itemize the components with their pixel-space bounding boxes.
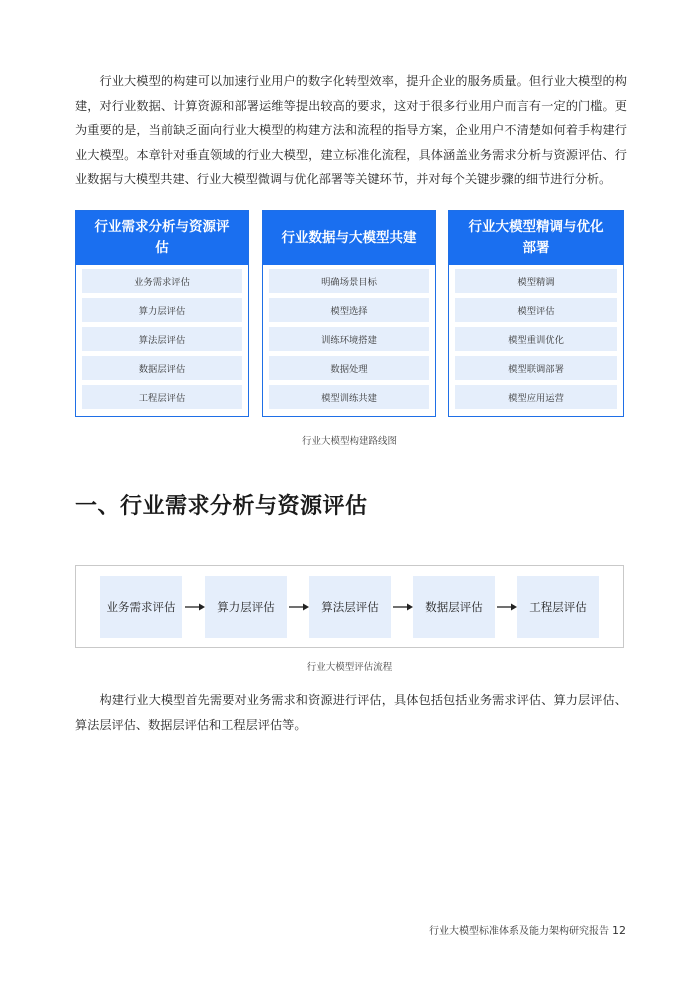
roadmap-column-data xyxy=(262,210,436,417)
flow-step: 数据层评估 xyxy=(413,576,495,638)
roadmap-item: 模型应用运营 xyxy=(455,385,617,409)
page-number: 12 xyxy=(612,924,626,937)
flow-caption: 行业大模型评估流程 xyxy=(306,662,393,673)
arrow-right-icon xyxy=(393,602,413,612)
arrow-right-icon xyxy=(289,602,309,612)
roadmap-item: 业务需求评估 xyxy=(82,269,242,293)
flow-step: 工程层评估 xyxy=(517,576,599,638)
footer-report-title: 行业大模型标准体系及能力架构研究报告 xyxy=(429,926,609,937)
roadmap-item: 模型重训优化 xyxy=(455,327,617,351)
flow-step: 算力层评估 xyxy=(205,576,287,638)
roadmap-item: 工程层评估 xyxy=(82,385,242,409)
roadmap-column-title: 行业数据与大模型共建 xyxy=(263,211,435,265)
roadmap-column-demand xyxy=(75,210,249,417)
arrow-right-icon xyxy=(497,602,517,612)
roadmap-item: 模型联调部署 xyxy=(455,356,617,380)
flow-step: 业务需求评估 xyxy=(100,576,182,638)
roadmap-diagram xyxy=(75,210,624,419)
body-paragraph: 构建行业大模型首先需要对业务需求和资源进行评估，具体包括包括业务需求评估、算力层评估、算法层评估、数据层评估和工程层评估等。 xyxy=(75,693,627,732)
roadmap-column-title: 行业需求分析与资源评估 xyxy=(76,211,248,265)
roadmap-column-tuning xyxy=(448,210,624,417)
roadmap-item: 明确场景目标 xyxy=(269,269,429,293)
roadmap-item: 模型评估 xyxy=(455,298,617,322)
roadmap-caption: 行业大模型构建路线图 xyxy=(301,436,397,447)
roadmap-item: 模型训练共建 xyxy=(269,385,429,409)
section-heading: 一、行业需求分析与资源评估 xyxy=(75,494,368,519)
roadmap-item: 算力层评估 xyxy=(82,298,242,322)
roadmap-item: 训练环境搭建 xyxy=(269,327,429,351)
intro-paragraph: 行业大模型的构建可以加速行业用户的数字化转型效率，提升企业的服务质量。但行业大模型的构建，对行业数据、计算资源和部署运维等提出较高的要求，这对于很多行业用户而言有一定的门槛。更为重要的是，当前缺乏面向行业大模型的构建方法和流程的指导方案，企业用户不清楚如何着手构建行业大模型。本章针对垂直领域的行业大模型，建立标准化流程，具体涵盖业务需求分析与资源评估、行业数据与大模型共建、行业大模型微调与优化部署等关键环节，并对每个关键步骤的细节进行分析。 xyxy=(75,74,627,186)
roadmap-column-title: 行业大模型精调与优化部署 xyxy=(449,211,623,265)
roadmap-item: 数据层评估 xyxy=(82,356,242,380)
roadmap-item: 模型精调 xyxy=(455,269,617,293)
roadmap-item: 算法层评估 xyxy=(82,327,242,351)
roadmap-item: 模型选择 xyxy=(269,298,429,322)
roadmap-item: 数据处理 xyxy=(269,356,429,380)
evaluation-flow-diagram xyxy=(75,565,624,648)
arrow-right-icon xyxy=(185,602,205,612)
flow-step: 算法层评估 xyxy=(309,576,391,638)
page-footer xyxy=(429,922,626,937)
